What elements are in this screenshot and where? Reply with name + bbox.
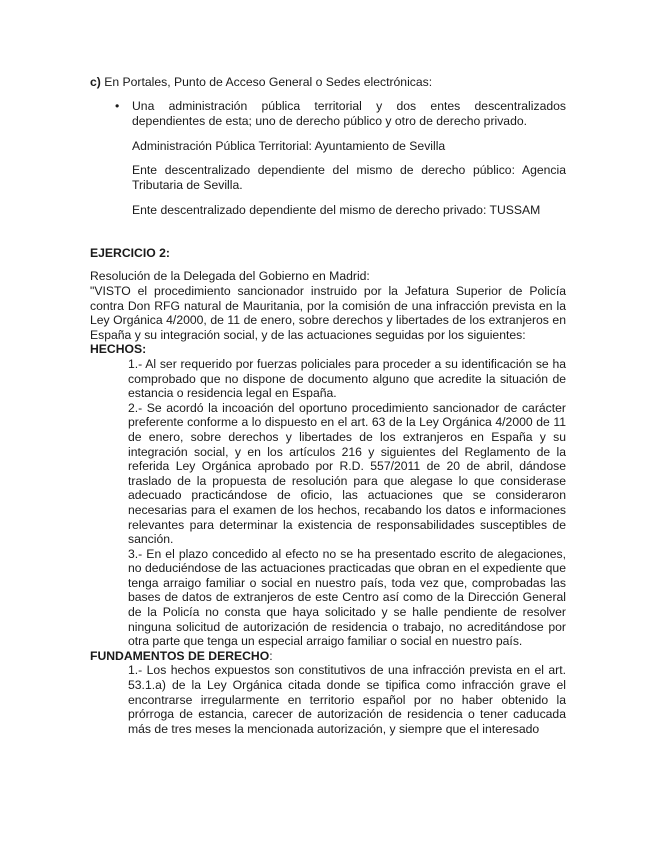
- fundamentos-heading-colon: :: [269, 648, 273, 663]
- hechos-item: 2.- Se acordó la incoación del oportuno procedimiento sancionador de carácter preferente conforme a lo dispuesto en el art. 63 de la Ley Orgánica 4/2000 de 11 de enero, sobre derechos y libertades de los extranjeros en España y su integración social, y en los artículos 216 y siguientes del Reglamento de la referida Ley Orgánica aprobado por R.D. 557/2011 de 20 de abril, dándose traslado de la propuesta de resolución para que alegase lo que considerase adecuado practicándose de oficio, las actuaciones que se consideraron necesarias para el examen de los hechos, recabando los datos e informaciones relevantes para determinar la existencia de responsabilidades susceptibles de sanción.: [128, 400, 566, 547]
- bullet-dot-icon: •: [115, 99, 120, 113]
- section-c-label: c): [90, 75, 101, 89]
- section-c-heading: [90, 74, 566, 90]
- hechos-heading: HECHOS:: [90, 342, 147, 357]
- exercise-title: EJERCICIO 2:: [90, 246, 170, 260]
- bullet-text: Una administración pública territorial y dos entes descentralizados dependientes de esta; uno de derecho público y otro de derecho privado.: [132, 99, 566, 128]
- bullet-item: [90, 99, 566, 129]
- visto-paragraph: "VISTO el procedimiento sancionador instruido por la Jefatura Superior de Policía contra Don RFG natural de Mauritania, por la comisión de una infracción prevista en la Ley Orgánica 4/2000, de 11 de enero, sobre derechos y libertades de los extranjeros en España y su integración social, y de las actuaciones seguidas por los siguientes:: [90, 284, 566, 342]
- resolution-line: Resolución de la Delegada del Gobierno en Madrid:: [90, 269, 370, 283]
- hechos-item: 3.- En el plazo concedido al efecto no se ha presentado escrito de alegaciones, no deduciéndose de las actuaciones practicadas que obran en el expediente que tenga arraigo familiar o social en nuestro país, toda vez que, comprobadas las bases de datos de extranjeros de este Centro así como de la Dirección General de la Policía no consta que haya solicitado y se halle pendiente de resolver ninguna solicitud de autorización de residencia o trabajo, no acreditándose por otra parte que tenga un especial arraigo familiar o social en nuestro país.: [128, 546, 566, 649]
- fundamentos-heading: [90, 649, 566, 664]
- fundamentos-heading-text: FUNDAMENTOS DE DERECHO: [90, 648, 270, 663]
- section-c-heading-text: En Portales, Punto de Acceso General o Sedes electrónicas:: [100, 75, 433, 89]
- sub-item-territorial: Administración Pública Territorial: Ayuntamiento de Sevilla: [132, 139, 446, 153]
- sub-item-public-entity: Ente descentralizado dependiente del mismo de derecho público: Agencia Tributaria de Sevilla.: [132, 163, 566, 192]
- document-page: [90, 74, 566, 736]
- sub-item-private-entity: Ente descentralizado dependiente del mismo de derecho privado: TUSSAM: [132, 203, 541, 217]
- fundamentos-item: 1.- Los hechos expuestos son constitutivos de una infracción prevista en el art. 53.1.a) de la Ley Orgánica citada donde se tipifica como infracción grave el encontrarse irregularmente en territorio español por no haber obtenido la prórroga de estancia, carecer de autorización de residencia o tener caducada más de tres meses la mencionada autorización, y siempre que el interesado: [128, 663, 566, 736]
- hechos-item: 1.- Al ser requerido por fuerzas policiales para proceder a su identificación se ha comprobado que no dispone de documento alguno que acredite la situación de estancia o residencia legal en España.: [128, 356, 566, 401]
